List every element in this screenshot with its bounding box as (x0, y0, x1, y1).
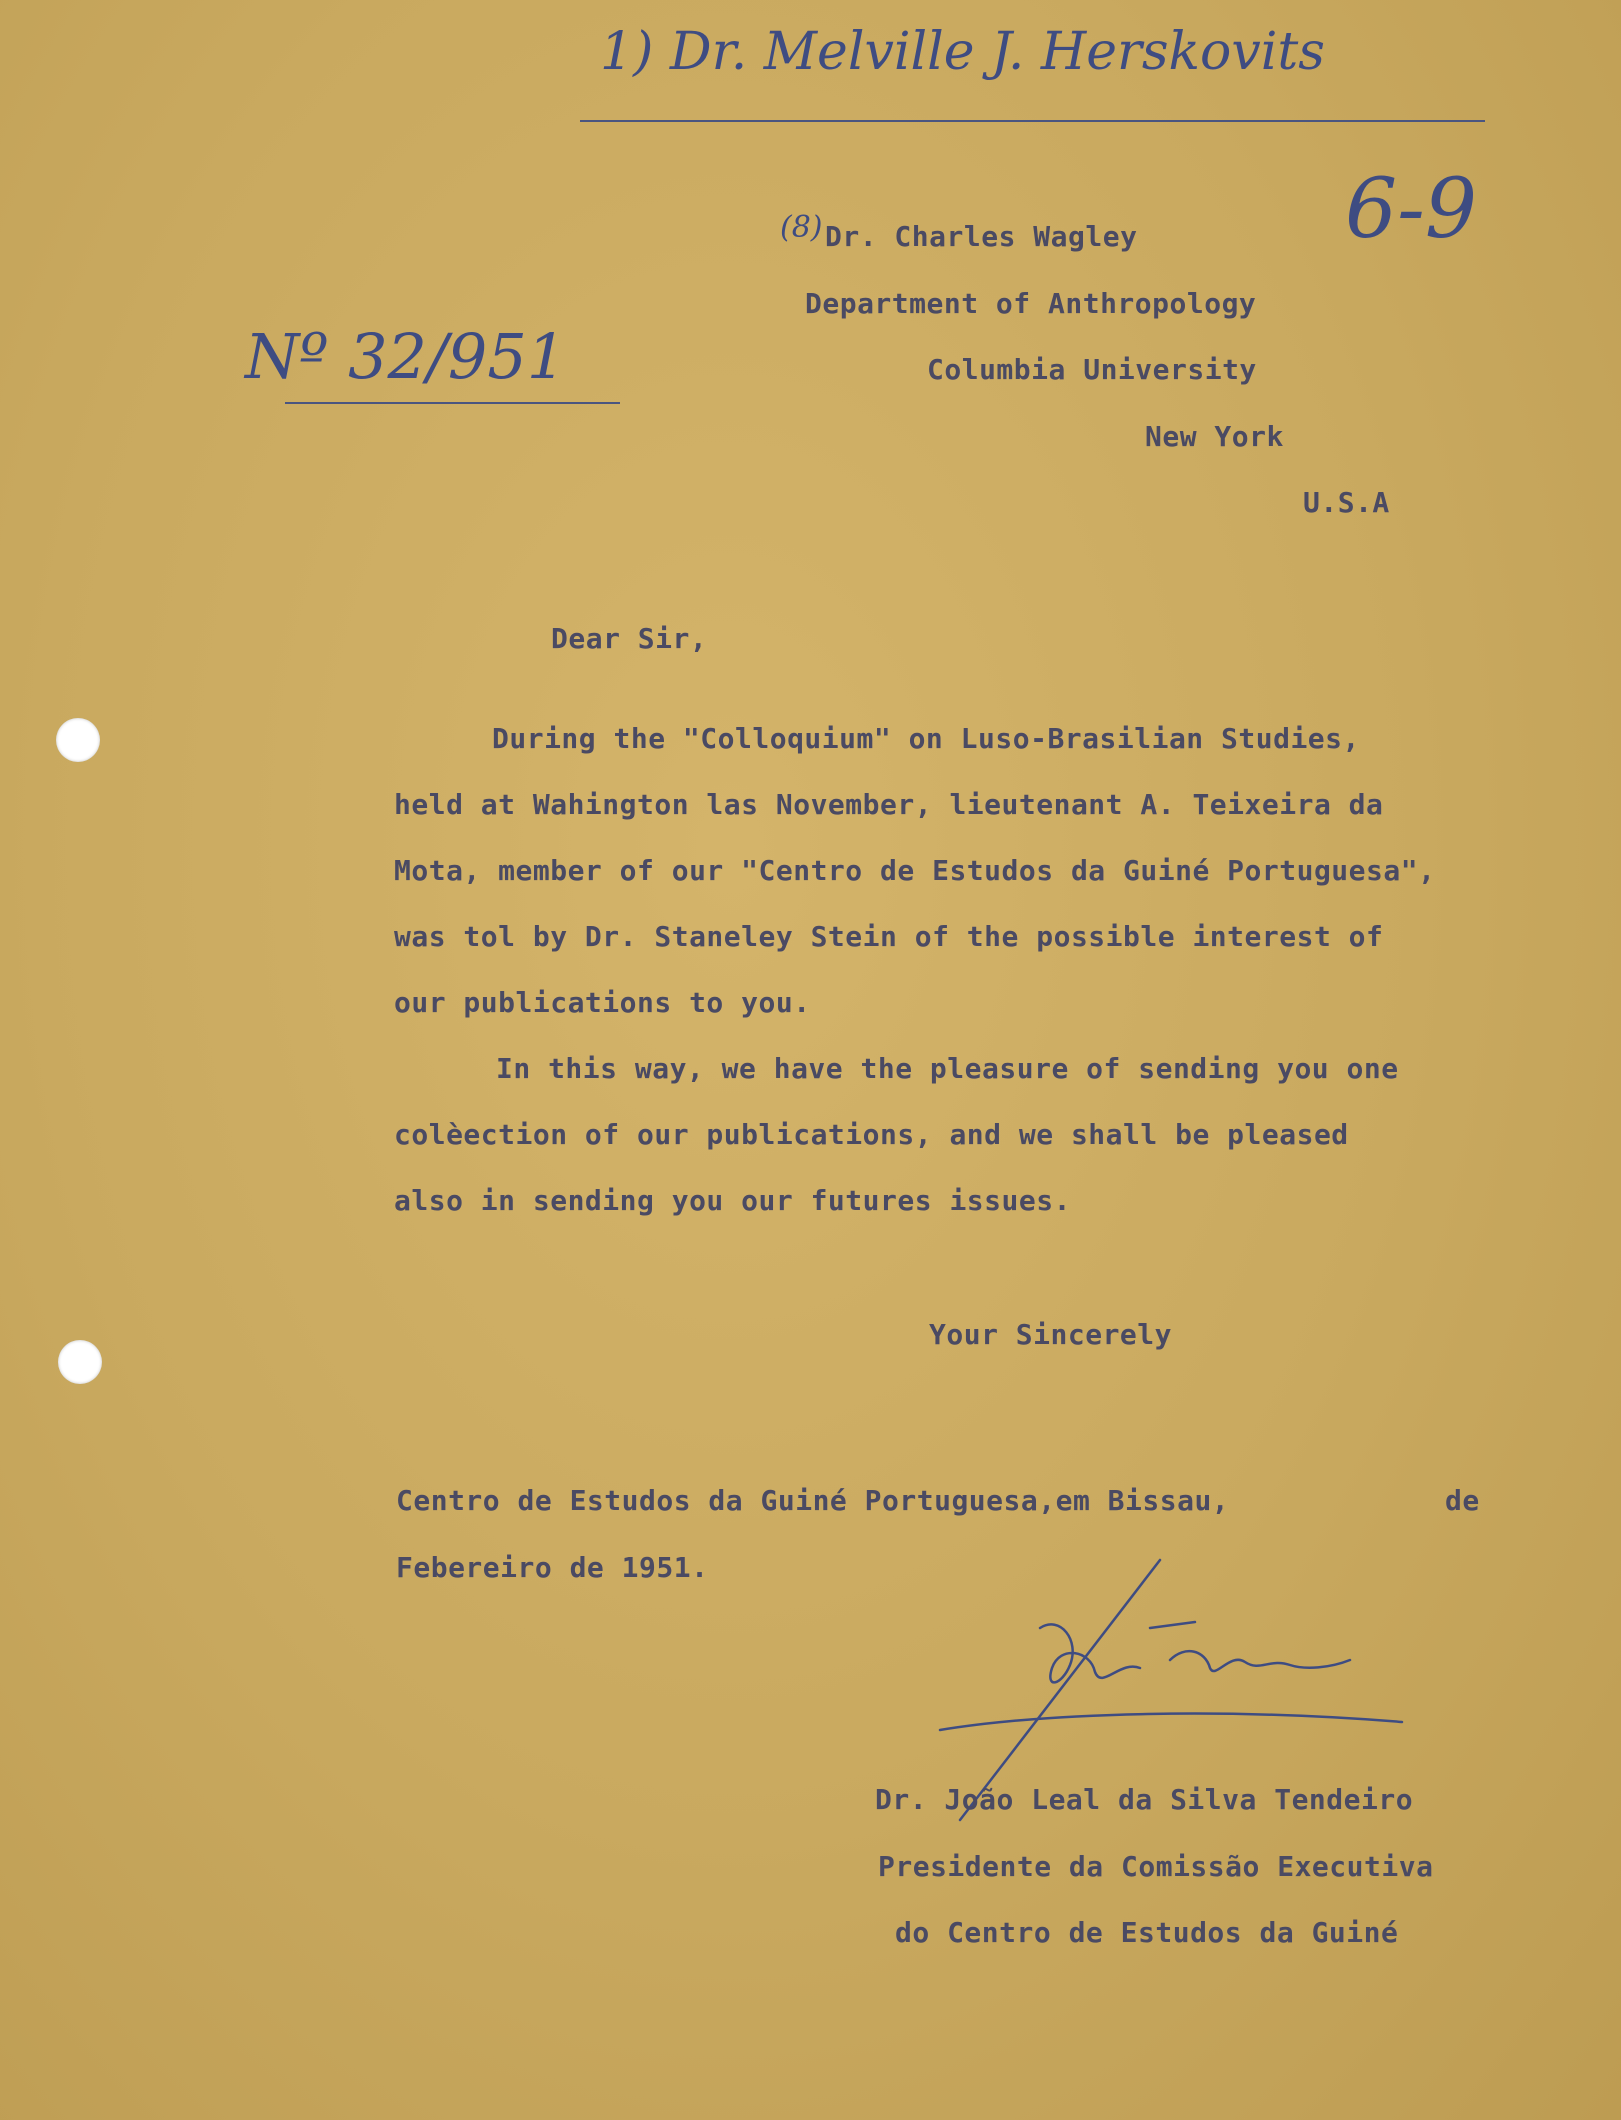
body-line: In this way, we have the pleasure of sending you one (496, 1052, 1399, 1085)
signatory-name: Dr. João Leal da Silva Tendeiro (875, 1783, 1414, 1816)
signatory-title: Presidente da Comissão Executiva (878, 1850, 1434, 1883)
body-line: colèection of our publications, and we shall be pleased (394, 1118, 1349, 1151)
signatory-organization: do Centro de Estudos da Guiné (895, 1916, 1399, 1949)
body-line: also in sending you our futures issues. (394, 1184, 1071, 1217)
body-line: was tol by Dr. Staneley Stein of the possible interest of (394, 920, 1384, 953)
handwritten-file-code: 6-9 (1345, 162, 1478, 257)
body-line: During the "Colloquium" on Luso-Brasilian Studies, (492, 722, 1360, 755)
handwritten-underline-ref (285, 402, 620, 404)
recipient-university: Columbia University (927, 353, 1257, 386)
punch-hole-bottom (58, 1340, 102, 1384)
place-line: Centro de Estudos da Guiné Portuguesa,em Bissau, (396, 1484, 1230, 1517)
handwritten-underline-top (580, 120, 1485, 122)
recipient-city: New York (1145, 420, 1284, 453)
body-line: held at Wahington las November, lieutenant A. Teixeira da (394, 788, 1384, 821)
recipient-country: U.S.A (1303, 486, 1390, 519)
recipient-department: Department of Anthropology (805, 287, 1257, 320)
handwritten-marker: (8) (780, 210, 823, 245)
body-line: our publications to you. (394, 986, 811, 1019)
handwritten-reference-number: Nº 32/951 (245, 320, 567, 393)
handwritten-herskovits-note: 1) Dr. Melville J. Herskovits (600, 22, 1325, 82)
salutation: Dear Sir, (551, 622, 708, 655)
closing: Your Sincerely (929, 1318, 1173, 1351)
date-day-label: de (1445, 1484, 1480, 1517)
punch-hole-top (56, 718, 100, 762)
recipient-name: Dr. Charles Wagley (825, 220, 1138, 253)
body-line: Mota, member of our "Centro de Estudos da Guiné Portuguesa", (394, 854, 1436, 887)
date-line: Febereiro de 1951. (396, 1551, 709, 1584)
